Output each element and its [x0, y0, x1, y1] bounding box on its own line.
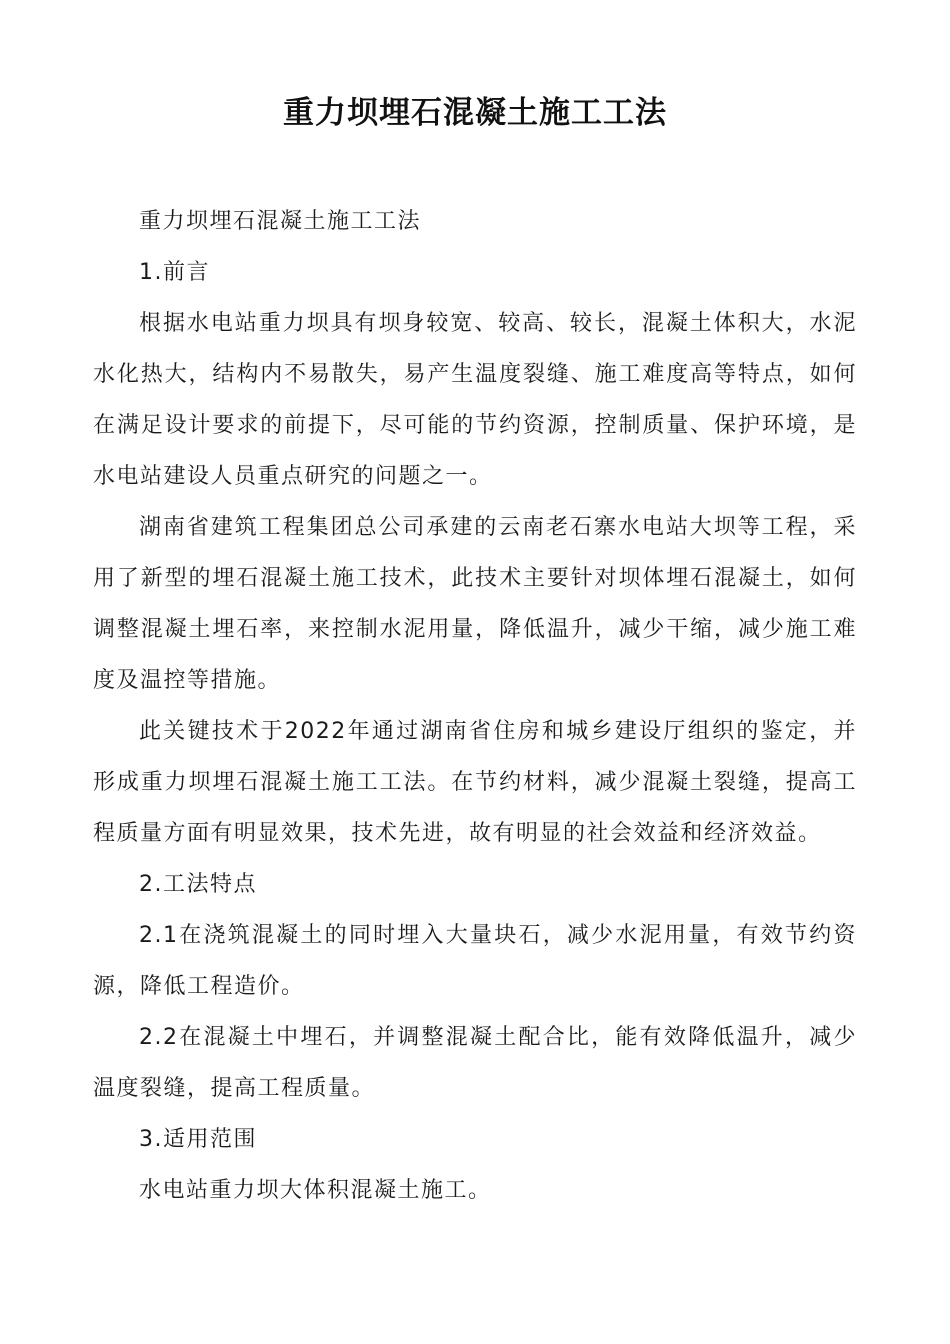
subtitle-paragraph: 重力坝埋石混凝土施工工法 [139, 209, 422, 234]
document-title: 重力坝埋石混凝土施工工法 [283, 95, 667, 131]
body-paragraph: 2.1在浇筑混凝土的同时埋入大量块石，减少水泥用量，有效节约资源，降低工程造价。 [93, 923, 857, 999]
section-heading-features: 2.工法特点 [139, 872, 257, 897]
body-paragraph: 水电站重力坝大体积混凝土施工。 [139, 1178, 492, 1203]
body-paragraph: 2.2在混凝土中埋石，并调整混凝土配合比，能有效降低温升，减少温度裂缝，提高工程质量。 [93, 1025, 857, 1101]
body-paragraph: 此关键技术于2022年通过湖南省住房和城乡建设厅组织的鉴定，并形成重力坝埋石混凝土施工工法。在节约材料，减少混凝土裂缝，提高工程质量方面有明显效果，技术先进，故有明显的社会效益和经济效益。 [93, 719, 857, 846]
body-paragraph: 根据水电站重力坝具有坝身较宽、较高、较长，混凝土体积大，水泥水化热大，结构内不易散失，易产生温度裂缝、施工难度高等特点，如何在满足设计要求的前提下，尽可能的节约资源，控制质量、保护环境，是水电站建设人员重点研究的问题之一。 [93, 311, 857, 489]
body-paragraph: 湖南省建筑工程集团总公司承建的云南老石寨水电站大坝等工程，采用了新型的埋石混凝土施工技术，此技术主要针对坝体埋石混凝土，如何调整混凝土埋石率，来控制水泥用量，降低温升，减少干缩，减少施工难度及温控等措施。 [93, 515, 857, 693]
document-body [93, 196, 857, 1216]
section-heading-scope: 3.适用范围 [139, 1127, 257, 1152]
section-heading-preface: 1.前言 [139, 260, 210, 285]
